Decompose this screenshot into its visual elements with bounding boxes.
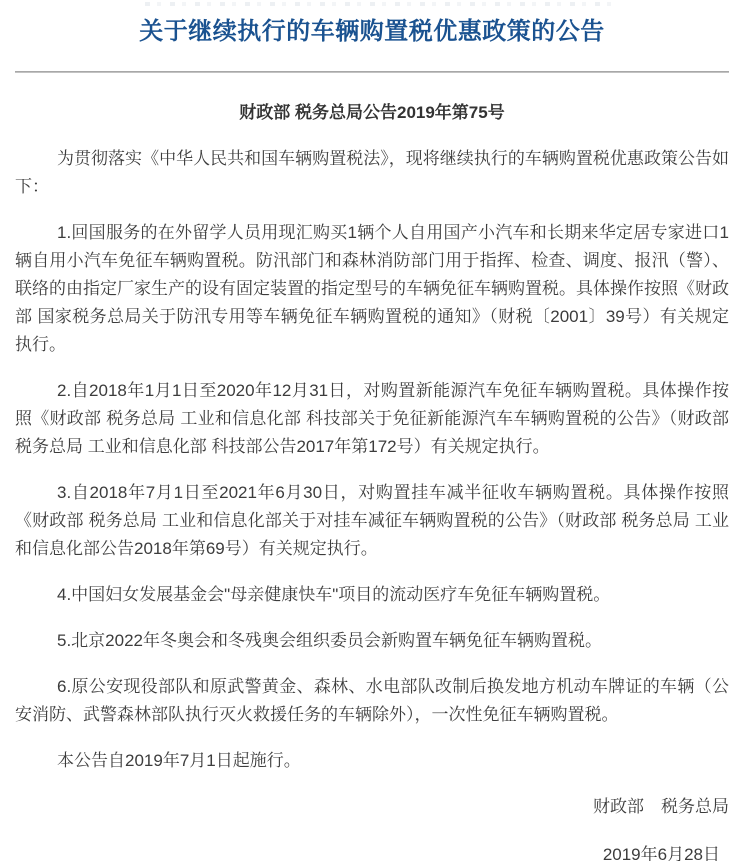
announcement-body	[15, 145, 729, 775]
announcement-title: 关于继续执行的车辆购置税优惠政策的公告	[139, 18, 605, 45]
intro-paragraph: 为贯彻落实《中华人民共和国车辆购置税法》，现将继续执行的车辆购置税优惠政策公告如下：	[15, 149, 729, 196]
item-4-paragraph: 4.中国妇女发展基金会"母亲健康快车"项目的流动医疗车免征车辆购置税。	[57, 585, 611, 604]
item-1-paragraph: 1.回国服务的在外留学人员用现汇购买1辆个人自用国产小汽车和长期来华定居专家进口1辆自用小汽车免征车辆购置税。防汛部门和森林消防部门用于指挥、检查、调度、报汛（警）、联络的由指定厂家生产的设有固定装置的指定型号的车辆免征车辆购置税。具体操作按照《财政部 国家税务总局关于防汛专用等车辆免征车辆购置税的通知》（财税〔2001〕39号）有关规定执行。	[15, 223, 729, 354]
divider	[15, 71, 729, 73]
item-3-paragraph: 3.自2018年7月1日至2021年6月30日，对购置挂车减半征收车辆购置税。具体操作按照《财政部 税务总局 工业和信息化部关于对挂车减征车辆购置税的公告》（财政部 税务总局 工业和信息化部公告2018年第69号）有关规定执行。	[15, 483, 729, 558]
doc-number: 财政部 税务总局公告2019年第75号	[239, 103, 505, 122]
item-6-paragraph: 6.原公安现役部队和原武警黄金、森林、水电部队改制后换发地方机动车牌证的车辆（公安消防、武警森林部队执行灭火救援任务的车辆除外），一次性免征车辆购置税。	[15, 677, 729, 724]
item-5-paragraph: 5.北京2022年冬奥会和冬残奥会组织委员会新购置车辆免征车辆购置税。	[57, 631, 602, 650]
issuer-signature: 财政部 税务总局	[593, 797, 729, 816]
item-2-paragraph: 2.自2018年1月1日至2020年12月31日，对购置新能源汽车免征车辆购置税。具体操作按照《财政部 税务总局 工业和信息化部 科技部关于免征新能源汽车车辆购置税的公告》（财政部 税务总局 工业和信息化部 科技部公告2017年第172号）有关规定执行。	[15, 381, 729, 456]
effective-date-paragraph: 本公告自2019年7月1日起施行。	[57, 751, 301, 770]
cropped-text-remnant	[145, 2, 615, 6]
issue-date: 2019年6月28日	[602, 845, 720, 861]
